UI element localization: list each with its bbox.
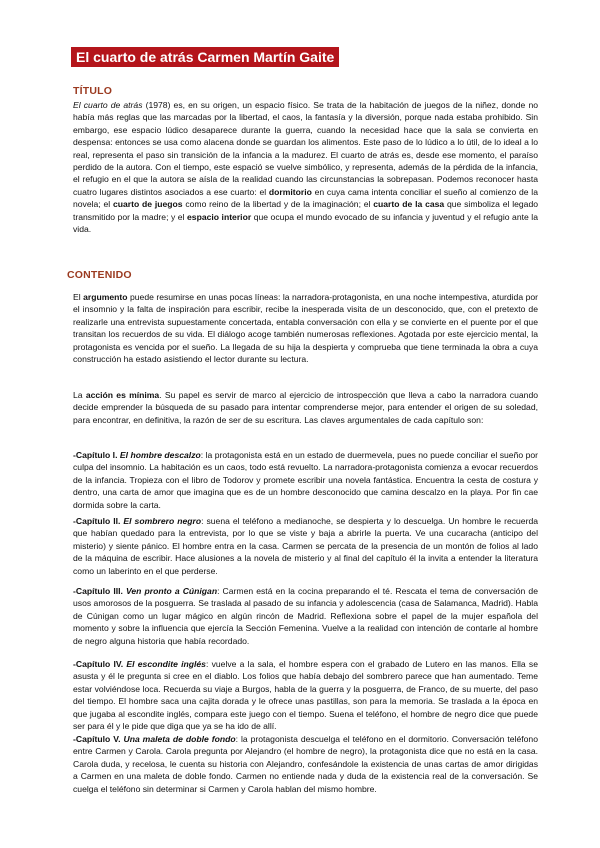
titulo-text-5: que ocupa el mundo evocado de su infancia y juventud y el refugio ante la vida. xyxy=(73,211,538,235)
section-heading-titulo: TÍTULO xyxy=(73,85,113,97)
chapter-4-label: -Capítulo IV. xyxy=(73,659,127,669)
argumento-text: puede resumirse en unas pocas líneas: la narradora-protagonista, en una noche intempestiva, aturdida por el insomnio y la falta de inspiración para escribir, recibe la inesperada visita de un desconocido, que, con el pretexto de realizarle una entrevista supuestamente concertada, entabla conversación con ella y se convierte en el puente por el que transitan los recuerdos de su vida. El diálogo acoge también numerosas reflexiones. Agotada por este ejercicio mental, la protagonista es vencida por el sueño. La llegada de su hija la despierta y comprueba que tiene terminada la obra a cuya construcción ha estado asistiendo el lector durante su lectura. xyxy=(73,292,538,365)
chapter-3-text: : Carmen está en la cocina preparando el té. Rescata el tema de conversación de usos amorosos de la posguerra. Se traslada al pasado de su infancia y adolescencia (casa de Salamanca, Madrid). Habla de Cúnigan como un lugar mágico en algún rincón de Madrid. Reflexiona sobre el papel de la mujer española del momento y sobre la influencia que ejercía la Sección Femenina. Vuelve a la realidad con intención de contarle al hombre de negro alguna historia que había recordado. xyxy=(73,586,538,646)
accion-text: . Su papel es servir de marco al ejercicio de introspección que lleva a cabo la narradora cuando decide emprender la búsqueda de su pasado para intentar comprenderse mejor, para entender el origen de su soledad, para encontrar, en definitiva, la razón de ser de su escritura. Las claves argumentales de cada capítulo son: xyxy=(73,390,538,425)
titulo-text-2: en cuya cama intenta conciliar el sueño al comienzo de la novela; el xyxy=(73,186,538,210)
chapter-3-label: -Capítulo III. xyxy=(73,586,126,596)
keyword-cuarto-casa: cuarto de la casa xyxy=(373,199,445,210)
keyword-cuarto-juegos: cuarto de juegos xyxy=(112,199,183,210)
chapter-2-text: : suena el teléfono a medianoche, se despierta y lo descuelga. Un hombre le recuerda que habían quedado para la entrevista, por lo que se viste y baja a abrirle la puerta. Ve una cucaracha (anticipo del misterio) y siente pánico. El hombre entra en la casa. Carmen se percata de la presencia de un montón de folios al lado de la máquina de escribir. Hace alusiones a la novela de misterio y al final del capítulo él la invita a entender la literatura como un laberinto en el que perderse. xyxy=(73,516,539,576)
argumento-pre: El xyxy=(73,292,84,302)
argumento-paragraph xyxy=(73,291,538,365)
chapter-5-title: Una maleta de doble fondo xyxy=(123,734,236,744)
chapter-1-paragraph xyxy=(73,449,538,511)
keyword-accion: acción es mínima xyxy=(85,390,160,400)
chapter-5-paragraph xyxy=(73,733,538,795)
chapter-5-label: -Capítulo V. xyxy=(73,734,124,744)
titulo-text-1: (1978) es, en su origen, un espacio físico. Se trata de la habitación de juegos de la niñez, donde no había más reglas que las marcadas por la libertad, el caos, la fantasía y la diversión, porque nada estaba prohibido. Sin embargo, ese espacio lúdico desaparece durante la guerra, cuando la necesidad hace que la sala se convierta en despensa: entonces se usa como alacena donde se guardan los alimentos. Este paso de lo lúdico a lo útil, de lo ideal a lo real, representa el paso sin transición de la infancia a la madurez. El cuarto de atrás es, desde ese momento, el paraíso perdido de la autora. Con el tiempo, este espació se vuelve simbólico, y representa, además de la pérdida de la infancia, el refugio en el que la autora se aísla de la realidad cuando las circunstancias la sobrepasan. Podemos reconocer hasta cuatro lugares distintos asociados a ese cuarto: el xyxy=(73,100,538,197)
chapter-5-text: : la protagonista descuelga el teléfono en el dormitorio. Conversación teléfono entre Carmen y Carola. Carola pregunta por Alejandro (el hombre de negro), la protagonista dice que no está en la casa. Carola duda, y recelosa, le cuenta su historia con Alejandro, confesándole la existencia de unas cartas de amor dirigidas a Carmen en una maleta de doble fondo. Carmen no entiende nada y duda de la existencia real de la conversación. Se cuelga el teléfono sin determinar si Carmen y Carola hablan del mismo hombre. xyxy=(73,734,538,794)
titulo-text-4: que simboliza el legado transmitido por la madre; y el xyxy=(73,199,539,222)
keyword-argumento: argumento xyxy=(83,292,128,302)
keyword-dormitorio: dormitorio xyxy=(268,186,312,197)
chapter-4-paragraph xyxy=(73,658,538,732)
titulo-paragraph xyxy=(73,99,538,235)
chapter-1-text: : la protagonista está en un estado de duermevela, pues no puede conciliar el sueño por culpa del insomnio. La habitación es un caos, todo está revuelto. La narradora-protagonista comienza a evocar recuerdos de la infancia. Tropieza con el libro de Todorov y promete escribir una novela fantástica. Encuentra la cesta de costura y dentro, una carta de amor que imagina que es de un hombre desconocido que camina descalzo en la playa. Por fin cae dormida sobre la carta. xyxy=(73,450,538,510)
accion-pre: La xyxy=(73,390,86,400)
chapter-2-label: -Capítulo II. xyxy=(73,516,124,526)
chapter-4-title: El escondite inglés xyxy=(126,659,206,669)
book-title-italic: El cuarto de atrás xyxy=(73,100,143,110)
section-heading-contenido: CONTENIDO xyxy=(67,269,132,281)
chapter-4-text: : vuelve a la sala, el hombre espera con el grabado de Lutero en las manos. Ella se asusta y él le pregunta si cree en el diablo. Los folios que había debajo del sombrero parece que han aumentado. Teme estar volviéndose loca. Recuerda su viaje a Burgos, habla de la guerra y la posguerra, de Franco, de su muerte, del paso del tiempo. El hombre saca una cajita dorada y le ofrece unas pastillas, son para la memoria. Se traslada a la época en que jugaba al escondite inglés, compara este juego con el tiempo. Suena el teléfono, el hombre de negro dice que puede ser para él y le pide que diga que ya se ha ido de allí. xyxy=(73,659,539,732)
chapter-1-title: El hombre descalzo xyxy=(119,450,201,460)
titulo-text-3: como reino de la libertad y de la imaginación; el xyxy=(182,199,374,210)
chapter-3-paragraph xyxy=(73,585,538,647)
chapter-2-paragraph xyxy=(73,515,538,577)
chapter-2-title: El sombrero negro xyxy=(123,516,202,526)
chapter-1-label: -Capítulo I. xyxy=(73,450,120,460)
document-title: El cuarto de atrás Carmen Martín Gaite xyxy=(71,47,339,67)
chapter-3-title: Ven pronto a Cúnigan xyxy=(125,586,218,596)
keyword-espacio-interior: espacio interior xyxy=(187,211,252,222)
accion-paragraph xyxy=(73,389,538,426)
